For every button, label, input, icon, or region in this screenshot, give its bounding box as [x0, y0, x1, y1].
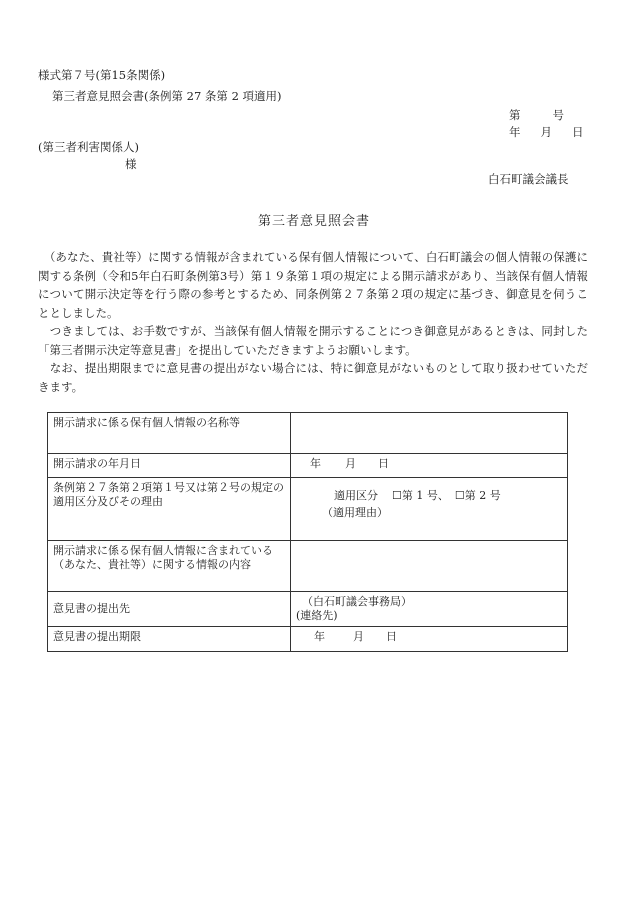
row-value-empty — [291, 541, 568, 592]
table-row — [48, 413, 568, 454]
request-date-month: 月 — [345, 457, 356, 470]
deadline-year: 年 — [314, 630, 325, 643]
row-value-empty — [291, 413, 568, 454]
deadline-month: 月 — [353, 630, 364, 643]
row-label: 開示請求の年月日 — [48, 454, 291, 478]
submission-contact: (連絡先) — [296, 609, 338, 622]
sender-name: 白石町議会議長 — [488, 172, 569, 186]
category-option-2: ☐第 2 号 — [454, 489, 501, 502]
deadline-day: 日 — [386, 630, 397, 643]
recipient-label: (第三者利害関係人) — [38, 140, 139, 154]
information-table — [47, 412, 568, 652]
category-label: 適用区分 — [334, 489, 378, 502]
request-date-year: 年 — [310, 457, 321, 470]
submission-office: （白石町議会事務局） — [302, 595, 412, 608]
form-number: 様式第７号(第15条関係) — [38, 68, 166, 82]
row-label: 条例第２７条第２項第１号又は第２号の規定の適用区分及びその理由 — [48, 478, 291, 541]
document-date — [509, 125, 584, 140]
body-paragraph-1: （あなた、貴社等）に関する情報が含まれている保有個人情報について、白石町議会の個人情報の保護に関する条例（令和5年白石町条例第3号）第１９条第１項の規定による開示請求があり、当該保有個人情報について開示決定等を行う際の参考とするため、同条例第２７条第２項の規定に基づき、御意見を伺うこととしました。 — [38, 250, 588, 320]
date-day: 日 — [572, 125, 584, 139]
submission-destination-cell — [291, 592, 568, 627]
row-label: 開示請求に係る保有個人情報に含まれている（あなた、貴社等）に関する情報の内容 — [48, 541, 291, 592]
table-row — [48, 478, 568, 541]
row-label: 意見書の提出期限 — [48, 627, 291, 652]
table-row — [48, 454, 568, 478]
doc-no-prefix: 第 — [509, 108, 521, 122]
body-text — [38, 248, 588, 396]
form-subtitle: 第三者意見照会書(条例第 27 条第 2 項適用) — [52, 89, 282, 103]
date-year: 年 — [509, 125, 521, 139]
category-option-1: ☐第 1 号、 — [392, 489, 449, 502]
body-paragraph-2: つきましては、お手数ですが、当該保有個人情報を開示することにつき御意見があるときは、同封した「第三者開示決定等意見書」を提出していただきますようお願いします。 — [38, 324, 588, 357]
body-paragraph-3: なお、提出期限までに意見書の提出がない場合には、特に御意見がないものとして取り扱わせていただきます。 — [38, 361, 588, 394]
date-month: 月 — [540, 125, 552, 139]
deadline-cell — [291, 627, 568, 652]
request-date-cell — [291, 454, 568, 478]
request-date-day: 日 — [378, 457, 389, 470]
recipient-honorific: 様 — [125, 157, 137, 171]
row-label: 開示請求に係る保有個人情報の名称等 — [48, 413, 291, 454]
doc-no-suffix: 号 — [552, 108, 564, 122]
table-row — [48, 627, 568, 652]
row-label: 意見書の提出先 — [48, 592, 291, 627]
table-row — [48, 541, 568, 592]
category-cell — [291, 478, 568, 541]
document-title: 第三者意見照会書 — [258, 214, 371, 229]
reason-label: （適用理由） — [322, 506, 388, 519]
document-number — [509, 108, 564, 123]
table-row — [48, 592, 568, 627]
